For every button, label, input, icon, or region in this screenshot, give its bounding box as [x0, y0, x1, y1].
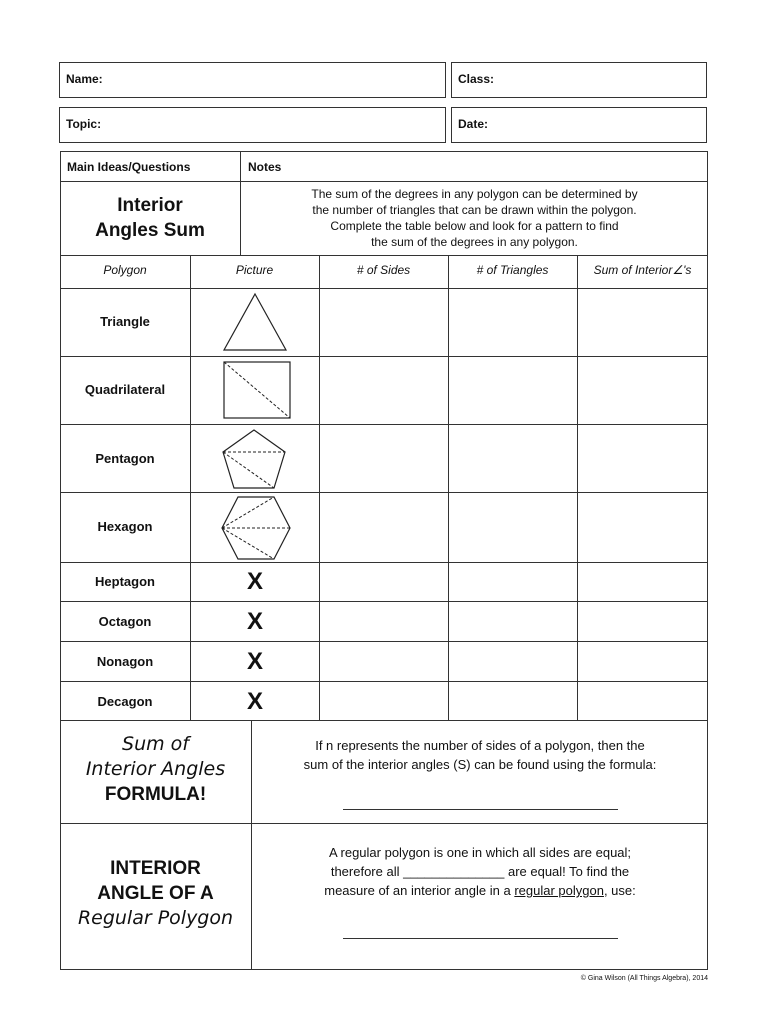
- regular-text-line2: [252, 862, 708, 881]
- regular-text-line3-a: measure of an interior angle in a: [324, 883, 511, 898]
- formula-text: [252, 736, 708, 774]
- intro-line: Complete the table below and look for a pattern to find: [330, 219, 619, 233]
- quadrilateral-picture: [222, 360, 292, 420]
- regular-text: [252, 843, 708, 900]
- regular-label-line1: INTERIOR: [110, 858, 201, 879]
- regular-polygon-term: regular polygon: [514, 883, 604, 898]
- row-divider: [60, 492, 708, 493]
- formula-label-line2: Interior Angles: [85, 758, 226, 780]
- formula-answer-line[interactable]: [343, 809, 618, 810]
- table-header-border: [60, 288, 708, 289]
- formula-label: [60, 732, 251, 807]
- section-title: [60, 193, 240, 243]
- regular-text-line1: A regular polygon is one in which all sides are equal;: [328, 845, 632, 860]
- col-header-picture: Picture: [235, 263, 274, 277]
- formula-text-line2: sum of the interior angles (S) can be found using the formula:: [303, 757, 657, 772]
- col-header-sum: Sum of Interior∠'s: [593, 263, 692, 277]
- blank-line[interactable]: ______________: [403, 864, 505, 879]
- intro-line: The sum of the degrees in any polygon can be determined by: [311, 187, 638, 201]
- date-label: Date:: [458, 117, 489, 131]
- copyright: © Gina Wilson (All Things Algebra), 2014: [580, 975, 708, 982]
- row-label-octagon: Octagon: [98, 614, 152, 629]
- triangle-picture: [222, 292, 288, 352]
- row-divider: [60, 562, 708, 563]
- hexagon-picture: [220, 495, 292, 561]
- row-label-quadrilateral: Quadrilateral: [84, 382, 166, 397]
- regular-text-line3: [252, 881, 708, 900]
- regular-answer-line[interactable]: [343, 938, 618, 939]
- regular-label-line3: Regular Polygon: [77, 907, 234, 929]
- row-label-pentagon: Pentagon: [95, 451, 155, 466]
- name-label: Name:: [66, 72, 103, 86]
- section-title-line2: Angles Sum: [95, 220, 205, 241]
- col-header-sides: # of Sides: [356, 263, 411, 277]
- row-label-hexagon: Hexagon: [97, 519, 153, 534]
- table-top-border: [60, 255, 708, 256]
- col-divider: [577, 255, 578, 720]
- section-divider: [60, 823, 708, 824]
- pentagon-picture: [221, 428, 287, 490]
- class-field[interactable]: [451, 62, 707, 98]
- col-divider: [448, 255, 449, 720]
- col-header-polygon: Polygon: [103, 263, 147, 277]
- name-field[interactable]: [59, 62, 446, 98]
- x-mark-decagon: X: [246, 688, 263, 715]
- section-title-line1: Interior: [117, 195, 183, 216]
- date-field[interactable]: [451, 107, 707, 143]
- regular-text-line3-b: , use:: [603, 883, 636, 898]
- regular-text-line2-a: therefore all: [330, 864, 400, 879]
- class-label: Class:: [458, 72, 495, 86]
- row-label-triangle: Triangle: [100, 314, 150, 329]
- topic-label: Topic:: [66, 117, 102, 131]
- x-mark-nonagon: X: [246, 648, 263, 675]
- notes-header: Notes: [248, 160, 282, 174]
- regular-label: [60, 856, 251, 931]
- row-divider: [60, 641, 708, 642]
- intro-line: the sum of the degrees in any polygon.: [371, 235, 578, 249]
- regular-text-line2-b: are equal! To find the: [507, 864, 630, 879]
- row-divider: [60, 601, 708, 602]
- divider: [60, 181, 708, 182]
- row-label-decagon: Decagon: [97, 694, 153, 709]
- x-mark-heptagon: X: [246, 568, 263, 595]
- table-bottom-border: [60, 720, 708, 721]
- row-label-heptagon: Heptagon: [95, 574, 155, 589]
- regular-label-line2: ANGLE OF A: [97, 883, 214, 904]
- topic-field[interactable]: [59, 107, 446, 143]
- row-divider: [60, 424, 708, 425]
- row-label-nonagon: Nonagon: [96, 654, 154, 669]
- col-header-triangles: # of Triangles: [476, 263, 549, 277]
- formula-label-line3: FORMULA!: [104, 784, 207, 805]
- formula-label-line1: Sum of: [122, 733, 189, 755]
- row-divider: [60, 356, 708, 357]
- intro-text: [241, 186, 708, 250]
- x-mark-octagon: X: [246, 608, 263, 635]
- row-divider: [60, 681, 708, 682]
- main-ideas-header: Main Ideas/Questions: [67, 160, 191, 174]
- intro-line: the number of triangles that can be drawn within the polygon.: [312, 203, 637, 217]
- formula-text-line1: If n represents the number of sides of a polygon, then the: [315, 738, 645, 753]
